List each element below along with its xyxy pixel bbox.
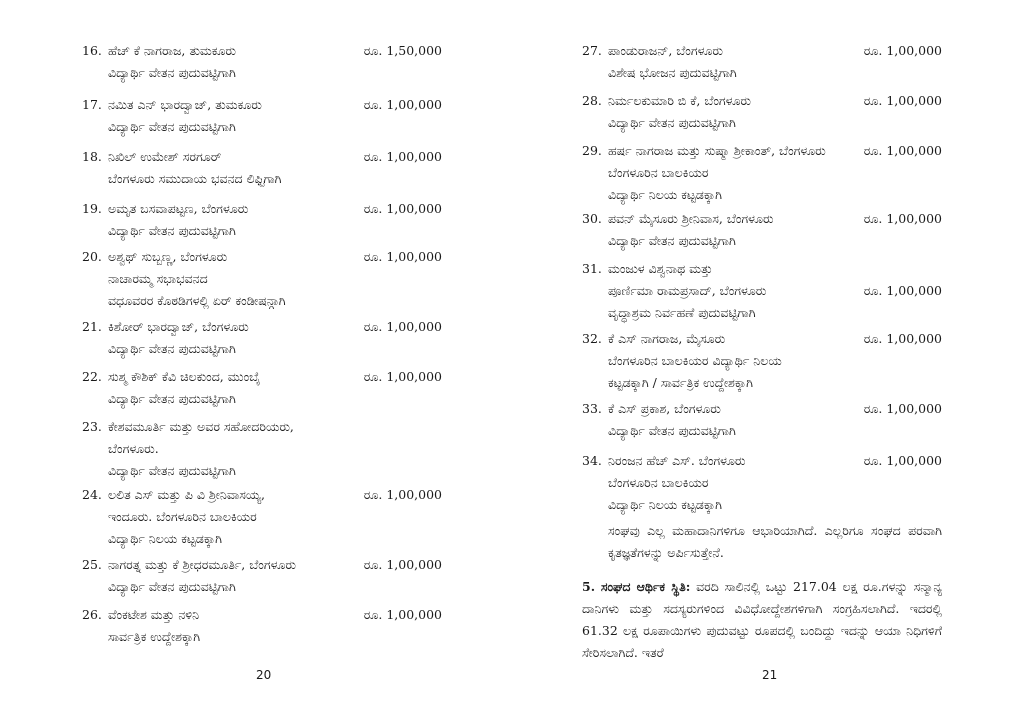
entry-number: 18. bbox=[82, 149, 102, 164]
donor-name: ನಮಿತ ಎನ್ ಭಾರದ್ವಾಜ್, ತುಮಕೂರು bbox=[108, 97, 262, 112]
entry-number: 30. bbox=[582, 211, 602, 226]
purpose-line: ವಿದ್ಯಾರ್ಥಿ ವೇತನ ಪುದುವಟ್ಟಿಗಾಗಿ bbox=[108, 65, 236, 80]
purpose-line: ವಿದ್ಯಾರ್ಥಿ ನಿಲಯ ಕಟ್ಟಡಕ್ಕಾಗಿ bbox=[608, 497, 722, 512]
purpose-line-wrap bbox=[582, 280, 942, 302]
purpose-line: ಸಾರ್ವತ್ರಿಕ ಉದ್ದೇಶಕ್ಕಾಗಿ bbox=[108, 629, 201, 644]
donation-amount: ರೂ. 1,50,000 bbox=[363, 43, 442, 58]
donor-name: ಕೆ ಎಸ್ ನಾಗರಾಜ, ಮೈಸೂರು bbox=[608, 331, 726, 346]
entry-number: 16. bbox=[82, 43, 102, 58]
purpose-line: ಬೆಂಗಳೂರು. bbox=[108, 441, 159, 456]
list-item bbox=[582, 208, 942, 252]
donor-name: ಅಮೃತ ಬಸವಾಪಟ್ಟಣ, ಬೆಂಗಳೂರು bbox=[108, 201, 249, 216]
entry-number: 22. bbox=[82, 369, 102, 384]
donation-amount: ರೂ. 1,00,000 bbox=[863, 43, 942, 58]
finance-section bbox=[582, 576, 942, 664]
entry-number: 19. bbox=[82, 201, 102, 216]
donor-name: ಮಂಜುಳ ವಿಶ್ವನಾಥ ಮತ್ತು bbox=[608, 261, 713, 276]
page-number: 21 bbox=[762, 668, 778, 682]
donor-name: ಪವನ್ ಮೈಸೂರು ಶ್ರೀನಿವಾಸ, ಬೆಂಗಳೂರು bbox=[608, 211, 774, 226]
purpose-line: ವಿದ್ಯಾರ್ಥಿ ನಿಲಯ ಕಟ್ಟಡಕ್ಕಾಗಿ bbox=[108, 531, 222, 546]
donation-amount: ರೂ. 1,00,000 bbox=[363, 149, 442, 164]
purpose-line: ವಿದ್ಯಾರ್ಥಿ ವೇತನ ಪುದುವಟ್ಟಿಗಾಗಿ bbox=[108, 119, 236, 134]
purpose-line: ವಿದ್ಯಾರ್ಥಿ ವೇತನ ಪುದುವಟ್ಟಿಗಾಗಿ bbox=[108, 391, 236, 406]
list-item bbox=[582, 40, 942, 84]
donor-name: ಸುಶ್ಮ ಕೌಶಿಕ್ ಕೆವಿ ಚಿಲಕುಂದ, ಮುಂಬೈ bbox=[108, 369, 261, 384]
list-item bbox=[582, 328, 942, 394]
purpose-line: ವಿದ್ಯಾರ್ಥಿ ನಿಲಯ ಕಟ್ಟಡಕ್ಕಾಗಿ bbox=[608, 187, 722, 202]
entry-number: 23. bbox=[82, 419, 102, 434]
donation-amount: ರೂ. 1,00,000 bbox=[363, 201, 442, 216]
purpose-line: ಕಟ್ಟಡಕ್ಕಾಗಿ / ಸಾರ್ವತ್ರಿಕ ಉದ್ದೇಶಕ್ಕಾಗಿ bbox=[608, 375, 753, 390]
purpose-line: ಪೂರ್ಣಿಮಾ ರಾಮಪ್ರಸಾದ್, ಬೆಂಗಳೂರು bbox=[608, 283, 767, 298]
donor-name: ಕೆ ಎಸ್ ಪ್ರಕಾಶ, ಬೆಂಗಳೂರು bbox=[608, 401, 721, 416]
purpose-line: ಬೆಂಗಳೂರಿನ ಬಾಲಕಿಯರ ವಿದ್ಯಾರ್ಥಿ ನಿಲಯ bbox=[608, 353, 782, 368]
purpose-line: ವಿಶೇಷ ಭೋಜನ ಪುದುವಟ್ಟಿಗಾಗಿ bbox=[608, 65, 737, 80]
donation-amount: ರೂ. 1,00,000 bbox=[363, 319, 442, 334]
purpose-line: ವಿದ್ಯಾರ್ಥಿ ವೇತನ ಪುದುವಟ್ಟಿಗಾಗಿ bbox=[108, 223, 236, 238]
donor-name: ನಾಗರತ್ನ ಮತ್ತು ಕೆ ಶ್ರೀಧರಮೂರ್ತಿ, ಬೆಂಗಳೂರು bbox=[108, 557, 296, 572]
entry-number: 31. bbox=[582, 261, 602, 276]
entry-number: 29. bbox=[582, 143, 602, 158]
entry-number: 32. bbox=[582, 331, 602, 346]
donation-amount: ರೂ. 1,00,000 bbox=[863, 331, 942, 346]
donor-name: ನಿಖಿಲ್ ಉಮೇಶ್ ಸರಗೂರ್ bbox=[108, 149, 222, 164]
purpose-line: ನಾಚಾರಮ್ಮ ಸಭಾಭವನದ bbox=[108, 271, 208, 286]
donation-amount: ರೂ. 1,00,000 bbox=[363, 369, 442, 384]
entry-number: 24. bbox=[82, 487, 102, 502]
entry-number: 27. bbox=[582, 43, 602, 58]
section-heading: ಸಂಘದ ಆರ್ಥಿಕ ಸ್ಥಿತಿ: bbox=[600, 579, 691, 594]
thanks-text: ಸಂಘವು ಎಲ್ಲ ಮಹಾದಾನಿಗಳಿಗೂ ಆಭಾರಿಯಾಗಿದೆ. ಎಲ್ಲರಿಗೂ ಸಂಘದ ಪರವಾಗಿ ಕೃತಜ್ಞತೆಗಳನ್ನು ಅರ್ಪಿಸುತ್ತೇನೆ. bbox=[608, 523, 942, 560]
donation-amount: ರೂ. 1,00,000 bbox=[863, 143, 942, 158]
donation-amount: ರೂ. 1,00,000 bbox=[863, 401, 942, 416]
section-number: 5. bbox=[582, 579, 596, 594]
entry-number: 17. bbox=[82, 97, 102, 112]
entry-number: 25. bbox=[82, 557, 102, 572]
entry-number: 20. bbox=[82, 249, 102, 264]
purpose-line: ವಿದ್ಯಾರ್ಥಿ ವೇತನ ಪುದುವಟ್ಟಿಗಾಗಿ bbox=[108, 579, 236, 594]
list-item bbox=[582, 398, 942, 442]
purpose-line: ವಿದ್ಯಾರ್ಥಿ ವೇತನ ಪುದುವಟ್ಟಿಗಾಗಿ bbox=[108, 463, 236, 478]
list-item bbox=[582, 450, 942, 516]
donor-name: ಹೆಚ್ ಕೆ ನಾಗರಾಜ, ತುಮಕೂರು bbox=[108, 43, 236, 58]
donation-amount: ರೂ. 1,00,000 bbox=[363, 607, 442, 622]
purpose-line: ವಧೂವರರ ಕೊಠಡಿಗಳಲ್ಲಿ ಏರ್ ಕಂಡೀಷನ್ಗಾಗಿ bbox=[108, 293, 286, 308]
page-number: 20 bbox=[256, 668, 272, 682]
purpose-line: ಬೆಂಗಳೂರು ಸಮುದಾಯ ಭವನದ ಲಿಫ್ಟಿಗಾಗಿ bbox=[108, 171, 282, 186]
entry-number: 21. bbox=[82, 319, 102, 334]
donor-name: ಹರ್ಷ ನಾಗರಾಜ ಮತ್ತು ಸುಷ್ಮಾ ಶ್ರೀಕಾಂತ್, ಬೆಂಗಳೂರು bbox=[608, 143, 826, 158]
entry-number: 34. bbox=[582, 453, 602, 468]
purpose-line: ಬೆಂಗಳೂರಿನ ಬಾಲಕಿಯರ bbox=[608, 165, 709, 180]
entry-number: 26. bbox=[82, 607, 102, 622]
donation-amount: ರೂ. 1,00,000 bbox=[363, 249, 442, 264]
donor-name: ಕಿಶೋರ್ ಭಾರದ್ವಾಜ್, ಬೆಂಗಳೂರು bbox=[108, 319, 249, 334]
purpose-line: ವೃದ್ಧಾಶ್ರಮ ನಿರ್ವಹಣೆ ಪುದುವಟ್ಟಿಗಾಗಿ bbox=[608, 305, 756, 320]
entry-number: 33. bbox=[582, 401, 602, 416]
donation-amount: ರೂ. 1,00,000 bbox=[863, 211, 942, 226]
donor-name: ನಿರಂಜನ ಹೆಚ್ ಎಸ್. ಬೆಂಗಳೂರು bbox=[608, 453, 746, 468]
list-item bbox=[582, 258, 942, 324]
thanks-paragraph bbox=[582, 520, 942, 564]
donation-amount: ರೂ. 1,00,000 bbox=[863, 93, 942, 108]
donation-amount: ರೂ. 1,00,000 bbox=[863, 453, 942, 468]
list-item bbox=[582, 90, 942, 134]
section-text: ವರದಿ ಸಾಲಿನಲ್ಲಿ ಒಟ್ಟು 217.04 ಲಕ್ಷ ರೂ.ಗಳನ್ನು ಸನ್ಮಾನ್ಯ ದಾನಿಗಳು ಮತ್ತು ಸದಸ್ಯರುಗಳಿಂದ ವಿವಿಧೋದ್ದೇಶಗಳಿಗಾಗಿ ಸಂಗ್ರಹಿಸಲಾಗಿದೆ. ಇದರಲ್ಲಿ 61.32 ಲಕ್ಷ ರೂಪಾಯಿಗಳು ಪುದುವಟ್ಟು ರೂಪದಲ್ಲಿ ಬಂದಿದ್ದು ಇದನ್ನು ಆಯಾ ನಿಧಿಗಳಿಗೆ ಸೇರಿಸಲಾಗಿದೆ. ಇತರೆ bbox=[582, 579, 943, 660]
purpose-line: ಇಂದೂರು. ಬೆಂಗಳೂರಿನ ಬಾಲಕಿಯರ bbox=[108, 509, 257, 524]
purpose-line: ವಿದ್ಯಾರ್ಥಿ ವೇತನ ಪುದುವಟ್ಟಿಗಾಗಿ bbox=[608, 233, 736, 248]
donation-amount: ರೂ. 1,00,000 bbox=[363, 487, 442, 502]
donor-name: ಕೇಶವಮೂರ್ತಿ ಮತ್ತು ಅವರ ಸಹೋದರಿಯರು, bbox=[108, 419, 294, 434]
donor-name: ಲಲಿತ ಎಸ್ ಮತ್ತು ಪಿ ವಿ ಶ್ರೀನಿವಾಸಯ್ಯ, bbox=[108, 487, 266, 502]
donor-name: ಪಾಂಡುರಾಜನ್, ಬೆಂಗಳೂರು bbox=[608, 43, 723, 58]
donor-name: ಅಶ್ವಥ್ ಸುಬ್ಬಣ್ಣ, ಬೆಂಗಳೂರು bbox=[108, 249, 228, 264]
purpose-line: ವಿದ್ಯಾರ್ಥಿ ವೇತನ ಪುದುವಟ್ಟಿಗಾಗಿ bbox=[108, 341, 236, 356]
purpose-line: ವಿದ್ಯಾರ್ಥಿ ವೇತನ ಪುದುವಟ್ಟಿಗಾಗಿ bbox=[608, 115, 736, 130]
donation-amount: ರೂ. 1,00,000 bbox=[863, 283, 942, 298]
purpose-line: ವಿದ್ಯಾರ್ಥಿ ವೇತನ ಪುದುವಟ್ಟಿಗಾಗಿ bbox=[608, 423, 736, 438]
donation-amount: ರೂ. 1,00,000 bbox=[363, 97, 442, 112]
donor-name: ವೆಂಕಟೇಶ ಮತ್ತು ನಳಿನಿ bbox=[108, 607, 200, 622]
list-item bbox=[582, 140, 942, 206]
donor-name: ನಿರ್ಮಲಕುಮಾರಿ ಬಿ ಕೆ, ಬೆಂಗಳೂರು bbox=[608, 93, 752, 108]
entry-number: 28. bbox=[582, 93, 602, 108]
donation-amount: ರೂ. 1,00,000 bbox=[363, 557, 442, 572]
purpose-line: ಬೆಂಗಳೂರಿನ ಬಾಲಕಿಯರ bbox=[608, 475, 709, 490]
